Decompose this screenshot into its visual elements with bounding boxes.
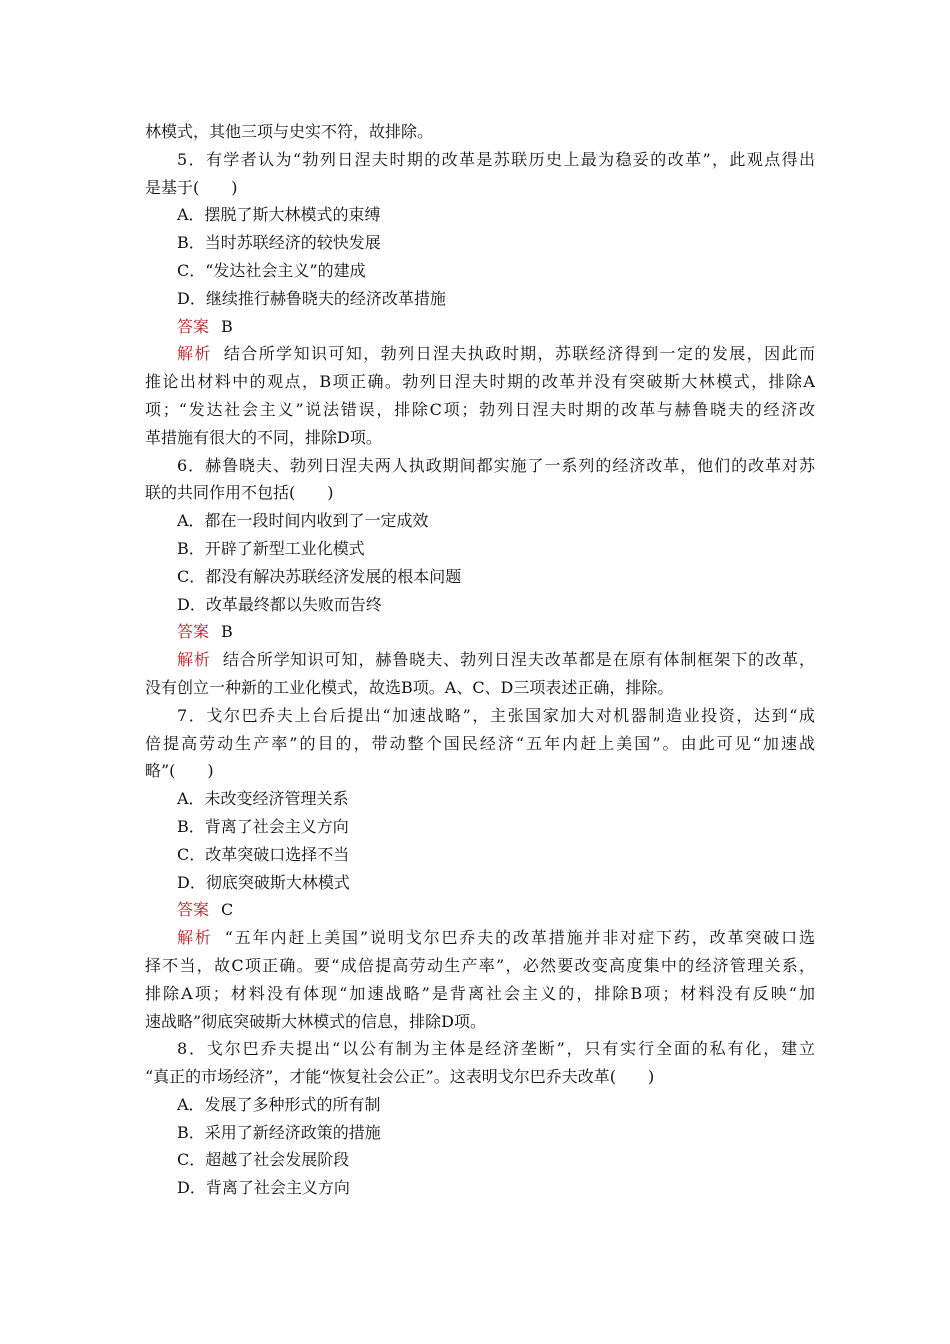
option-c: C．超越了社会发展阶段 [177, 1150, 350, 1170]
option-c: C．改革突破口选择不当 [177, 844, 350, 864]
answer-line [145, 313, 815, 341]
option-c: C．“发达社会主义”的建成 [177, 260, 366, 280]
option-a: A．摆脱了斯大林模式的束缚 [177, 205, 381, 225]
answer-label: 答案 [177, 622, 210, 642]
option-d: D．彻底突破斯大林模式 [177, 872, 350, 892]
question-stem-line: “真正的市场经济”，才能“恢复社会公正”。这表明戈尔巴乔夫改革( ) [145, 1067, 655, 1087]
option-a: A．未改变经济管理关系 [177, 789, 349, 809]
question-stem-line: 略”( ) [145, 761, 214, 781]
analysis-label: 解析 [177, 650, 211, 670]
option-b: B．当时苏联经济的较快发展 [177, 233, 381, 253]
option-d: D．继续推行赫鲁晓夫的经济改革措施 [177, 288, 446, 308]
question-stem-line: 倍提高劳动生产率”的目的，带动整个国民经济“五年内赶上美国”。由此可见“加速战 [145, 733, 815, 753]
question-stem-line: 6．赫鲁晓夫、勃列日涅夫两人执政期间都实施了一系列的经济改革，他们的改革对苏 [177, 455, 815, 475]
question-6 [145, 452, 815, 702]
analysis-line: 项；“发达社会主义”说法错误，排除C项；勃列日涅夫时期的改革与赫鲁晓夫的经济改 [145, 399, 815, 419]
option-b: B．采用了新经济政策的措施 [177, 1122, 381, 1142]
intro-line: 林模式，其他三项与史实不符，故排除。 [145, 122, 434, 141]
question-5 [145, 146, 815, 452]
answer-line [145, 618, 815, 646]
analysis-line: 推论出材料中的观点，B项正确。勃列日涅夫时期的改革并没有突破斯大林模式，排除A [145, 372, 815, 392]
question-7 [145, 702, 815, 1036]
analysis-line: 解析 结合所学知识可知，赫鲁晓夫、勃列日涅夫改革都是在原有体制框架下的改革， [177, 650, 815, 670]
option-b: B．开辟了新型工业化模式 [177, 538, 365, 558]
answer-value: B [221, 316, 233, 336]
question-stem-line: 8．戈尔巴乔夫提出“以公有制为主体是经济垄断”，只有实行全面的私有化，建立 [177, 1039, 815, 1059]
option-a: A．发展了多种形式的所有制 [177, 1094, 381, 1114]
analysis-line: 解析 “五年内赶上美国”说明戈尔巴乔夫的改革措施并非对症下药，改革突破口选 [177, 928, 815, 948]
question-8 [145, 1035, 815, 1202]
option-b: B．背离了社会主义方向 [177, 816, 349, 836]
answer-value: C [221, 900, 234, 920]
answer-line [145, 896, 815, 924]
answer-value: B [221, 622, 233, 642]
answer-label: 答案 [177, 316, 210, 336]
question-stem-line: 7．戈尔巴乔夫上台后提出“加速战略”，主张国家加大对机器制造业投资，达到“成 [177, 705, 815, 725]
analysis-line: 择不当，故C项正确。要“成倍提高劳动生产率”，必然要改变高度集中的经济管理关系， [145, 955, 815, 975]
analysis-line: 革措施有很大的不同，排除D项。 [145, 427, 382, 447]
document-body [145, 118, 815, 1202]
option-a: A．都在一段时间内收到了一定成效 [177, 511, 429, 531]
analysis-line: 排除A项；材料没有体现“加速战略”是背离社会主义的，排除B项；材料没有反映“加 [145, 983, 815, 1003]
question-stem-line: 是基于( ) [145, 177, 238, 197]
analysis-line: 解析 结合所学知识可知，勃列日涅夫执政时期，苏联经济得到一定的发展，因此而 [177, 344, 815, 364]
question-stem-line: 联的共同作用不包括( ) [145, 483, 334, 503]
option-d: D．改革最终都以失败而告终 [177, 594, 382, 614]
analysis-label: 解析 [177, 928, 213, 948]
answer-label: 答案 [177, 900, 210, 920]
analysis-label: 解析 [177, 344, 212, 364]
question-stem-line: 5．有学者认为“勃列日涅夫时期的改革是苏联历史上最为稳妥的改革”，此观点得出 [177, 149, 815, 169]
option-d: D．背离了社会主义方向 [177, 1178, 350, 1198]
analysis-line: 没有创立一种新的工业化模式，故选B项。A、C、D三项表述正确，排除。 [145, 677, 674, 697]
option-c: C．都没有解决苏联经济发展的根本问题 [177, 566, 462, 586]
analysis-line: 速战略”彻底突破斯大林模式的信息，排除D项。 [145, 1011, 487, 1031]
